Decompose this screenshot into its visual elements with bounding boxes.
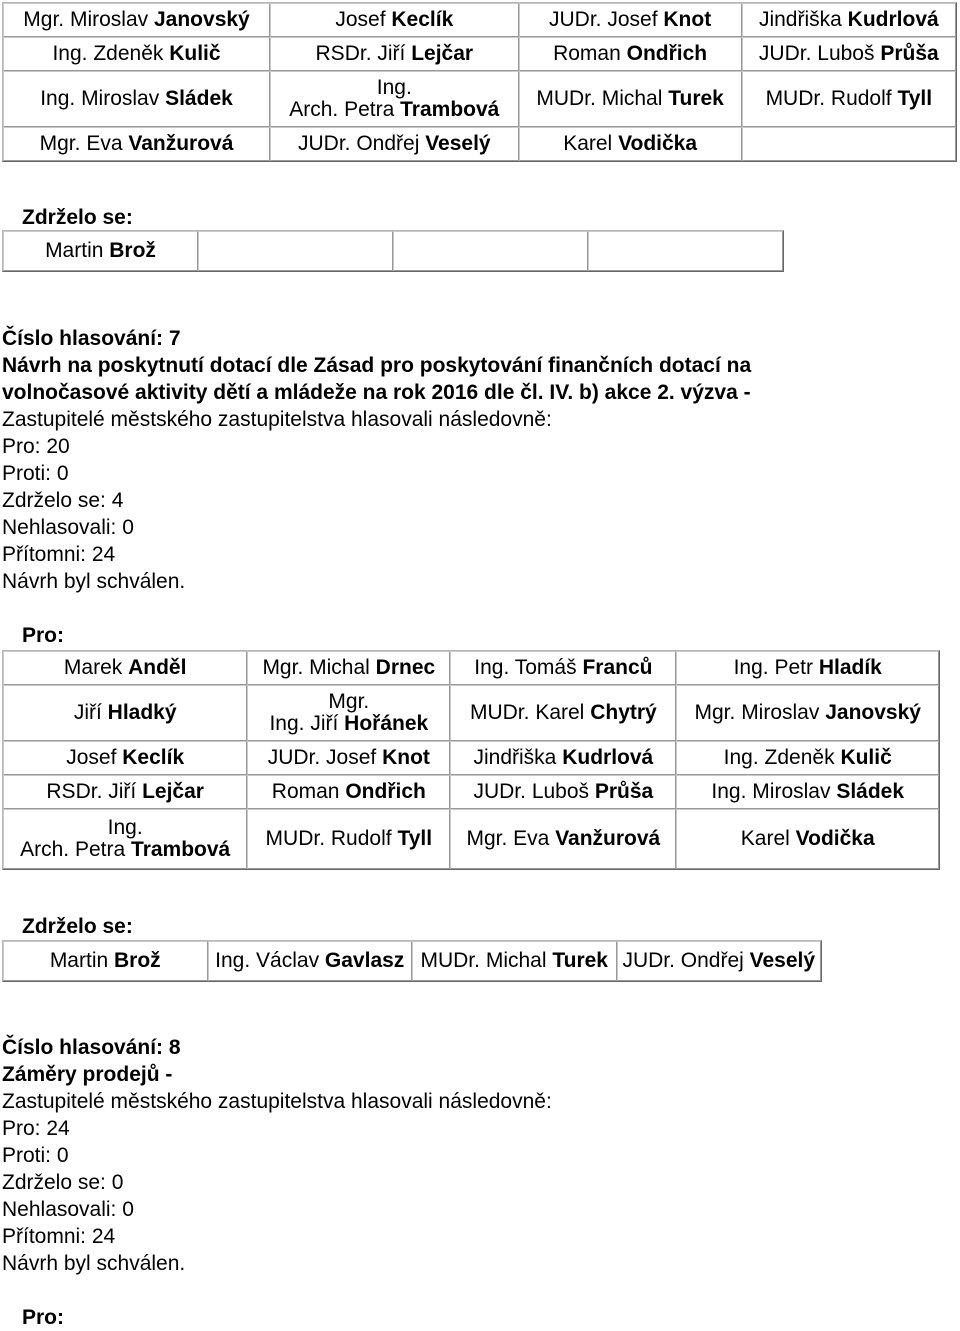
given-name: Zdeněk <box>764 746 835 769</box>
surname: Drnec <box>375 656 436 679</box>
given-name: Miroslav <box>752 780 831 803</box>
vote-8-pro-heading: Pro: <box>22 1306 64 1329</box>
given-name: Jiří <box>377 42 406 65</box>
vote-7-zdrzelo-count: Zdrželo se: 4 <box>2 489 124 512</box>
name-cell <box>270 37 519 71</box>
surname: Sládek <box>165 87 233 110</box>
surname: Veselý <box>425 132 491 155</box>
name-cell <box>3 651 247 685</box>
title-prefix: Ing. <box>711 780 747 803</box>
title-prefix: Mgr. <box>262 656 304 679</box>
name-cell <box>742 3 956 37</box>
title-prefix: Mgr. <box>23 8 65 31</box>
title-prefix: MUDr. <box>765 87 826 110</box>
given-name: Jiří <box>310 712 339 735</box>
surname: Knot <box>663 8 712 31</box>
vote-7-pro-count: Pro: 20 <box>2 435 70 458</box>
name-cell <box>247 775 450 809</box>
vote-8-motion-line-1: Záměry prodejů - <box>2 1063 173 1086</box>
title-prefix: Ing. <box>474 656 510 679</box>
name-cell <box>519 37 742 71</box>
title-prefix: MUDr. <box>469 701 530 724</box>
vote-7-motion-line-1: Návrh na poskytnutí dotací dle Zásad pro poskytování finančních dotací na <box>2 354 752 377</box>
name-cell <box>3 741 247 775</box>
surname: Vanžurová <box>128 132 234 155</box>
name-cell <box>450 775 676 809</box>
given-name: Jiří <box>108 780 137 803</box>
name-cell <box>270 3 519 37</box>
vote-7-pro-table <box>2 650 940 870</box>
surname: Tyll <box>897 87 933 110</box>
surname: Kulič <box>840 746 892 769</box>
surname: Veselý <box>749 949 816 972</box>
abstain-heading: Zdrželo se: <box>22 206 133 229</box>
name-cell <box>676 685 939 741</box>
given-name: Josef <box>326 746 377 769</box>
name-cell <box>412 941 617 981</box>
name-cell <box>450 809 676 869</box>
surname: Lejčar <box>142 780 204 803</box>
vote-8-pritomni-count: Přítomni: 24 <box>2 1225 116 1248</box>
title-prefix: Mgr. <box>694 701 736 724</box>
title-prefix: Ing. <box>215 949 251 972</box>
vote-8-nehlasovali-count: Nehlasovali: 0 <box>2 1198 134 1221</box>
given-name: Petra <box>344 98 395 121</box>
name-cell <box>393 231 588 271</box>
title-prefix: JUDr. <box>622 949 675 972</box>
surname: Brož <box>109 239 156 262</box>
title-prefix: Mgr. <box>39 132 81 155</box>
given-name: Miroslav <box>81 87 160 110</box>
title-prefix: JUDr. <box>267 746 321 769</box>
vote-7-nehlasovali-count: Nehlasovali: 0 <box>2 516 134 539</box>
given-name: Eva <box>513 827 550 850</box>
surname: Vodička <box>618 132 698 155</box>
vote-7-motion-line-2: volnočasové aktivity dětí a mládeže na rok 2016 dle čl. IV. b) akce 2. výzva - <box>2 381 751 404</box>
surname: Průša <box>594 780 654 803</box>
name-cell <box>519 127 742 161</box>
name-cell <box>676 741 939 775</box>
surname: Kulič <box>169 42 221 65</box>
given-name: Eva <box>86 132 123 155</box>
table-row <box>3 775 939 809</box>
table-row <box>3 809 939 869</box>
given-name: Zdeněk <box>93 42 164 65</box>
title-prefix: RSDr. <box>46 780 103 803</box>
given-name: Michal <box>485 949 547 972</box>
surname: Janovský <box>154 8 250 31</box>
surname: Knot <box>382 746 430 769</box>
surname: Ondřich <box>345 780 426 803</box>
surname: Brož <box>114 949 161 972</box>
surname: Kudrlová <box>562 746 654 769</box>
given-name: Luboš <box>817 42 875 65</box>
title-prefix: RSDr. <box>315 42 372 65</box>
surname: Hořánek <box>344 712 429 735</box>
given-name: Josef <box>66 746 117 769</box>
given-name: Jindřiška <box>473 746 557 769</box>
surname: Chytrý <box>590 701 657 724</box>
vote-7-proti-count: Proti: 0 <box>2 462 69 485</box>
given-name: Karel <box>563 132 613 155</box>
name-cell <box>450 651 676 685</box>
surname: Kudrlová <box>847 8 939 31</box>
table-row <box>3 71 956 127</box>
title-prefix: JUDr. <box>297 132 351 155</box>
given-name: Martin <box>45 239 104 262</box>
table-row <box>3 127 956 161</box>
vote-7-pro-heading: Pro: <box>22 624 64 647</box>
abstain-table-previous <box>2 230 784 272</box>
name-cell <box>3 3 270 37</box>
surname: Anděl <box>128 656 187 679</box>
given-name: Petr <box>774 656 813 679</box>
title-prefix-line: Ing. <box>376 76 412 99</box>
name-cell <box>617 941 822 981</box>
table-row <box>3 231 783 271</box>
given-name: Marek <box>63 656 123 679</box>
table-row <box>3 685 939 741</box>
surname: Hladík <box>818 656 882 679</box>
vote-8-proti-count: Proti: 0 <box>2 1144 69 1167</box>
surname: Lejčar <box>411 42 474 65</box>
surname: Janovský <box>825 701 921 724</box>
given-name: Ondřej <box>356 132 420 155</box>
name-cell <box>676 809 939 869</box>
title-prefix: JUDr. <box>473 780 526 803</box>
table-row <box>3 651 939 685</box>
name-cell <box>742 71 956 127</box>
surname: Trambová <box>131 838 231 861</box>
table-row <box>3 37 956 71</box>
given-name: Jindřiška <box>758 8 842 31</box>
surname: Keclík <box>391 8 454 31</box>
title-prefix: Ing. <box>52 42 88 65</box>
vote-8-result: Návrh byl schválen. <box>2 1252 186 1275</box>
title-prefix: MUDr. <box>420 949 480 972</box>
name-cell <box>676 775 939 809</box>
title-prefix: Mgr. <box>466 827 508 850</box>
name-cell <box>247 741 450 775</box>
given-name: Miroslav <box>69 8 149 31</box>
title-prefix-line: Ing. <box>107 816 143 839</box>
surname: Hladký <box>107 701 177 724</box>
given-name: Michal <box>309 656 370 679</box>
name-cell <box>198 231 393 271</box>
given-name: Václav <box>256 949 320 972</box>
given-name: Rudolf <box>830 87 892 110</box>
title-prefix: Ing. <box>723 746 759 769</box>
name-wrap <box>275 77 514 121</box>
given-name: Miroslav <box>741 701 820 724</box>
vote-7-abstain-table <box>2 940 822 982</box>
surname: Franců <box>582 656 653 679</box>
vote-7-number: Číslo hlasování: 7 <box>2 327 181 350</box>
given-name: Ondřej <box>680 949 744 972</box>
name-cell <box>3 809 247 869</box>
name-cell <box>742 37 956 71</box>
given-name: Rudolf <box>330 827 392 850</box>
given-name: Karel <box>535 701 585 724</box>
title-prefix-line: Mgr. <box>328 690 370 713</box>
name-cell <box>519 71 742 127</box>
surname: Gavlasz <box>324 949 405 972</box>
name-cell <box>247 685 450 741</box>
name-cell <box>676 651 939 685</box>
name-cell <box>3 127 270 161</box>
surname: Vodička <box>795 827 875 850</box>
table-row <box>3 3 956 37</box>
given-name: Petra <box>74 838 126 861</box>
vote-7-result: Návrh byl schválen. <box>2 570 186 593</box>
given-name: Michal <box>601 87 663 110</box>
name-line: Arch. Petra Trambová <box>289 98 500 121</box>
name-cell <box>3 37 270 71</box>
name-cell <box>3 941 208 981</box>
given-name: Roman <box>271 780 340 803</box>
name-cell <box>450 685 676 741</box>
surname: Keclík <box>122 746 185 769</box>
name-line: Ing. Jiří Hořánek <box>269 712 429 735</box>
name-cell <box>519 3 742 37</box>
name-cell <box>247 809 450 869</box>
pro-table-previous <box>2 2 957 162</box>
vote-8-number: Číslo hlasování: 8 <box>2 1036 181 1059</box>
vote-7-pritomni-count: Přítomni: 24 <box>2 543 116 566</box>
vote-8-intro: Zastupitelé městského zastupitelstva hlasovali následovně: <box>2 1090 552 1113</box>
title-prefix: Ing. <box>733 656 769 679</box>
name-cell <box>3 231 198 271</box>
name-cell <box>3 71 270 127</box>
surname: Vanžurová <box>555 827 661 850</box>
name-cell <box>270 127 519 161</box>
given-name: Martin <box>49 949 109 972</box>
surname: Tyll <box>397 827 433 850</box>
name-cell <box>3 685 247 741</box>
given-name: Roman <box>553 42 621 65</box>
title-prefix: JUDr. <box>549 8 602 31</box>
given-name: Jiří <box>73 701 102 724</box>
surname: Sládek <box>836 780 905 803</box>
title-prefix: JUDr. <box>758 42 812 65</box>
vote-7-abstain-heading: Zdrželo se: <box>22 915 133 938</box>
name-cell <box>3 775 247 809</box>
table-row <box>3 941 821 981</box>
name-wrap <box>8 817 242 861</box>
surname: Průša <box>880 42 939 65</box>
surname: Ondřich <box>626 42 708 65</box>
given-name: Tomáš <box>514 656 577 679</box>
surname: Turek <box>552 949 608 972</box>
vote-8-pro-count: Pro: 24 <box>2 1117 70 1140</box>
name-cell <box>588 231 783 271</box>
title-prefix: MUDr. <box>536 87 596 110</box>
title-prefix: MUDr. <box>265 827 326 850</box>
name-cell <box>208 941 413 981</box>
name-cell <box>270 71 519 127</box>
name-wrap <box>252 691 445 735</box>
vote-8-zdrzelo-count: Zdrželo se: 0 <box>2 1171 124 1194</box>
given-name: Josef <box>607 8 658 31</box>
name-cell <box>247 651 450 685</box>
table-row <box>3 741 939 775</box>
given-name: Luboš <box>531 780 590 803</box>
name-line: Arch. Petra Trambová <box>20 838 231 861</box>
surname: Turek <box>668 87 724 110</box>
vote-7-intro: Zastupitelé městského zastupitelstva hlasovali následovně: <box>2 408 552 431</box>
surname: Trambová <box>400 98 500 121</box>
given-name: Josef <box>335 8 386 31</box>
name-cell <box>742 127 956 161</box>
title-prefix: Ing. <box>40 87 76 110</box>
name-cell <box>450 741 676 775</box>
given-name: Karel <box>740 827 790 850</box>
